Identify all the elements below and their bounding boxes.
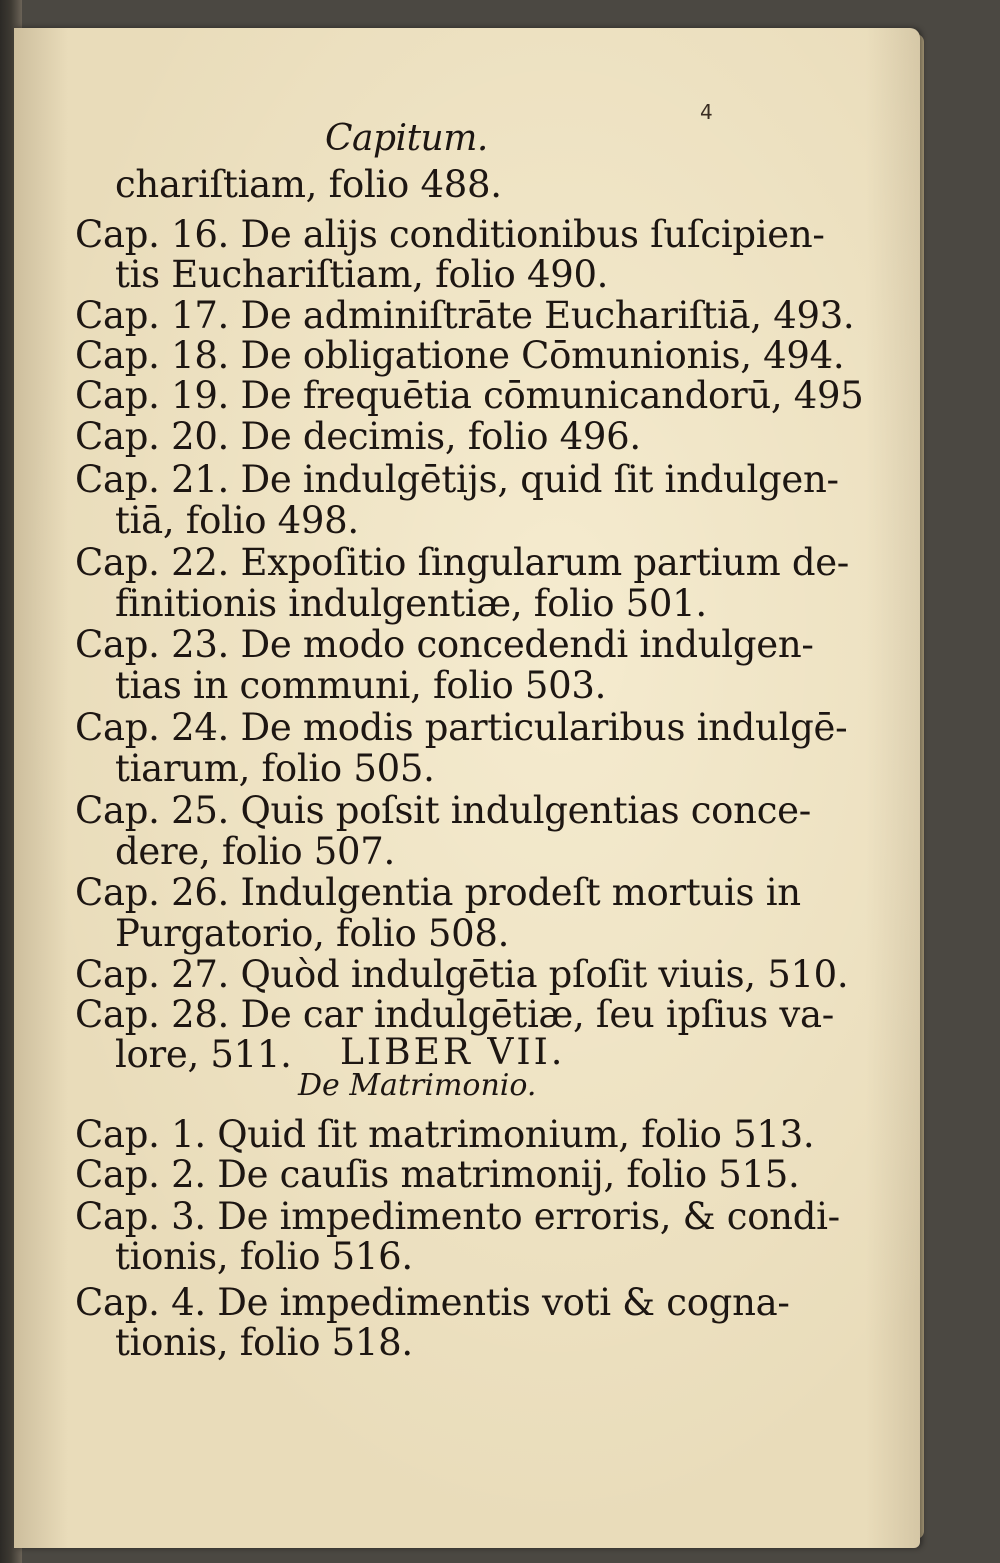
list-item: tis Euchariſtiam, folio 490. <box>115 253 609 296</box>
list-item: finitionis indulgentiæ, folio 501. <box>115 582 707 625</box>
book-heading: LIBER VII. <box>340 1032 566 1073</box>
list-item: tionis, folio 518. <box>115 1321 413 1364</box>
running-head: Capitum. <box>325 118 488 159</box>
list-item: tias in communi, folio 503. <box>115 664 607 707</box>
list-item: Cap. 25. Quis poſsit indulgentias conce- <box>75 789 811 832</box>
list-item: tiarum, folio 505. <box>115 747 435 790</box>
book-subheading: De Matrimonio. <box>298 1068 537 1103</box>
list-item: Cap. 20. De decimis, folio 496. <box>75 415 641 458</box>
list-item: Cap. 3. De impedimento erroris, & condi- <box>75 1195 840 1238</box>
list-item: Cap. 27. Quòd indulgētia pſoſit viuis, 510. <box>75 953 849 996</box>
list-item: tiā, folio 498. <box>115 499 359 542</box>
list-item: Cap. 22. Expoſitio ſingularum partium de- <box>75 541 850 584</box>
list-item: Cap. 23. De modo concedendi indulgen- <box>75 623 814 666</box>
list-item: Cap. 17. De adminiſtrāte Euchariſtiā, 493. <box>75 294 855 337</box>
list-item: Cap. 2. De cauſis matrimonij, folio 515. <box>75 1153 800 1196</box>
list-item: Purgatorio, folio 508. <box>115 912 510 955</box>
list-item: Cap. 18. De obligatione Cōmunionis, 494. <box>75 334 845 377</box>
list-item: chariſtiam, folio 488. <box>115 163 502 206</box>
list-item: Cap. 21. De indulgētijs, quid ſit indulgen- <box>75 458 839 501</box>
list-item: lore, 511. <box>115 1033 292 1076</box>
list-item: Cap. 1. Quid ſit matrimonium, folio 513. <box>75 1113 815 1156</box>
list-item: Cap. 16. De alijs conditionibus ſuſcipien- <box>75 213 825 256</box>
list-item: Cap. 24. De modis particularibus indulgē- <box>75 706 848 749</box>
list-item: Cap. 26. Indulgentia prodeſt mortuis in <box>75 871 801 914</box>
list-item: Cap. 4. De impedimentis voti & cogna- <box>75 1281 790 1324</box>
list-item: tionis, folio 516. <box>115 1235 413 1278</box>
list-item: Cap. 28. De car indulgētiæ, ſeu ipſius va- <box>75 993 834 1036</box>
corner-mark: 4 <box>700 100 713 124</box>
list-item: Cap. 19. De frequētia cōmunicandorū, 495 <box>75 374 864 417</box>
list-item: dere, folio 507. <box>115 830 395 873</box>
